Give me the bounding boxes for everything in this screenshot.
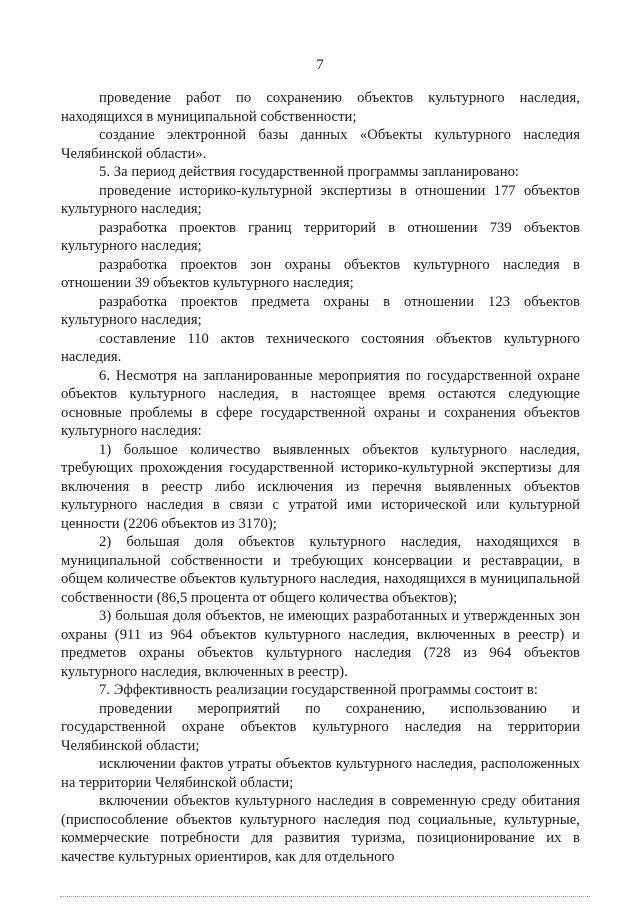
paragraph: 7. Эффективность реализации государственной программы состоит в: bbox=[99, 682, 538, 698]
paragraph: разработка проектов зон охраны объектов культурного наследия в отношении 39 объектов культурного наследия; bbox=[61, 256, 580, 291]
paragraph: проведение историко-культурной экспертизы в отношении 177 объектов культурного наследия; bbox=[61, 182, 580, 217]
paragraph: проведении мероприятий по сохранению, использованию и государственной охране объектов культурного наследия на территории Челябинской области; bbox=[61, 700, 580, 754]
paragraph: составление 110 актов технического состояния объектов культурного наследия. bbox=[61, 330, 580, 365]
paragraph: исключении фактов утраты объектов культурного наследия, расположенных на территории Челябинской области; bbox=[61, 756, 580, 791]
paragraph: создание электронной базы данных «Объекты культурного наследия Челябинской области». bbox=[61, 127, 580, 162]
paragraph: 3) большая доля объектов, не имеющих разработанных и утвержденных зон охраны (911 из 964 объектов культурного наследия, включенных в реестр) и предметов охраны объектов культурного наследия (728 из 964 объектов культурного наследия, включенных в реестр). bbox=[61, 608, 580, 680]
paragraph: 6. Несмотря на запланированные мероприятия по государственной охране объектов культурного наследия, в настоящее время остаются следующие основные проблемы в сфере государственной охраны и сохранения объектов культурного наследия: bbox=[61, 367, 580, 439]
paragraph: включении объектов культурного наследия в современную среду обитания (приспособление объектов культурного наследия под социальные, культурные, коммерческие потребности для развития туризма, позиционирование их в качестве культурных ориентиров, как для отдельного bbox=[61, 793, 580, 865]
paragraph: разработка проектов предмета охраны в отношении 123 объектов культурного наследия; bbox=[61, 293, 580, 328]
document-body bbox=[61, 89, 580, 866]
page-number: 7 bbox=[316, 57, 324, 73]
paragraph: проведение работ по сохранению объектов культурного наследия, находящихся в муниципальной собственности; bbox=[61, 90, 580, 125]
paragraph: 1) большое количество выявленных объектов культурного наследия, требующих прохождения государственной историко-культурной экспертизы для включения в реестр либо исключения из перечня выявленных объектов культурного наследия в связи с утратой ими исторической или культурной ценности (2206 объектов из 3170); bbox=[61, 441, 580, 532]
page-bottom-divider bbox=[60, 896, 590, 897]
paragraph: 2) большая доля объектов культурного наследия, находящихся в муниципальной собственности и требующих консервации и реставрации, в общем количестве объектов культурного наследия, находящихся в муниципальной собственности (86,5 процента от общего количества объектов); bbox=[61, 534, 580, 606]
paragraph: разработка проектов границ территорий в отношении 739 объектов культурного наследия; bbox=[61, 219, 580, 254]
paragraph: 5. За период действия государственной программы запланировано: bbox=[99, 164, 520, 180]
